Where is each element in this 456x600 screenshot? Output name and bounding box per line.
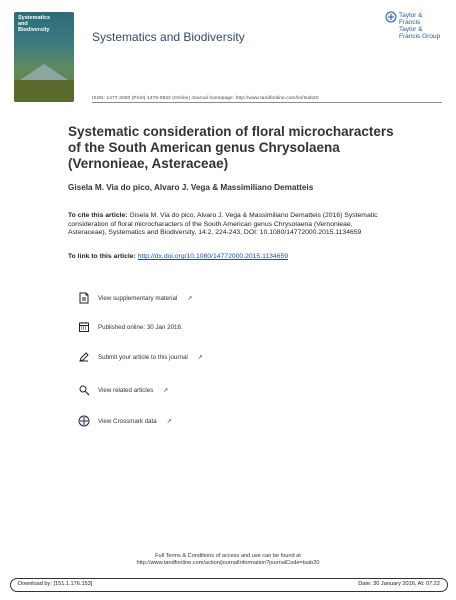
download-date: Date: 30 January 2016, At: 07:22 (358, 581, 440, 587)
external-link-icon: ↗ (197, 354, 203, 361)
issn-homepage-line: ISSN: 1477-2000 (Print) 1478-0933 (Online) Journal homepage: http://www.tandfonline.com/loi/tsab20 (92, 96, 319, 101)
external-link-icon: ↗ (163, 387, 169, 394)
citation-label: To cite this article: (68, 212, 128, 219)
citation-text: Gisela M. Via do pico, Alvaro J. Vega & Massimiliano Dematteis (2016) Systematic consideration of floral microcharacters of the South American genus Chrysolaena (Vernonieae, Asteraceae), Systematics and Biodiversity, 14:2, 224-243, DOI: 10.1080/14772000.2015.1134659 (68, 212, 378, 237)
cover-title-line-2: and (18, 21, 28, 27)
action-label-submit[interactable]: Submit your article to this journal (98, 353, 188, 361)
publisher-name: Taylor & Francis (399, 12, 423, 26)
terms-note (128, 553, 328, 567)
publisher-logo (385, 10, 441, 40)
action-view-supplementary[interactable] (78, 291, 192, 305)
cover-title-line-1: Systematics (18, 15, 51, 21)
calendar-icon (78, 321, 90, 333)
download-by: Download by: [151.1.176.153] (18, 581, 93, 587)
external-link-icon: ↗ (166, 418, 172, 425)
action-label-related[interactable]: View related articles (98, 386, 154, 394)
cover-title (18, 15, 72, 33)
action-label-supplementary[interactable]: View supplementary material (98, 294, 178, 302)
published-date: Published online: 30 Jan 2016. (98, 323, 183, 331)
magnifier-icon (78, 384, 90, 396)
article-link-block (68, 253, 288, 260)
publisher-logo-icon (385, 11, 397, 23)
action-label-crossmark[interactable]: View Crossmark data (98, 417, 157, 425)
cover-title-line-3: Biodiversity (18, 27, 50, 33)
terms-link[interactable]: http://www.tandfonline.com/action/journalInformation?journalCode=tsab20 (136, 560, 320, 566)
article-title: Systematic consideration of floral microcharacters of the South American genus Chrysolaena (Vernonieae, Asteraceae) (68, 124, 394, 171)
cover-landscape (14, 80, 74, 102)
journal-cover-image (14, 12, 74, 102)
publisher-logo-text (399, 12, 443, 40)
article-authors: Gisela M. Via do pico, Alvaro J. Vega & Massimiliano Dematteis (68, 183, 314, 192)
crossmark-icon (78, 415, 90, 427)
file-icon (78, 292, 90, 304)
journal-title: Systematics and Biodiversity (92, 30, 245, 44)
article-link-label: To link to this article: (68, 253, 136, 260)
publisher-group: Taylor & Francis Group (399, 26, 441, 40)
action-related-articles[interactable] (78, 383, 168, 397)
action-published-online (78, 320, 183, 334)
citation-block (68, 212, 388, 238)
terms-line-1: Full Terms & Conditions of access and use can be found at (155, 553, 301, 559)
edit-icon (78, 351, 90, 363)
header-divider (92, 102, 442, 103)
action-crossmark-data[interactable] (78, 414, 172, 428)
action-submit-article[interactable] (78, 350, 203, 364)
external-link-icon: ↗ (187, 295, 193, 302)
download-info-bar (10, 578, 448, 592)
article-doi-link[interactable]: http://dx.doi.org/10.1080/14772000.2015.1134659 (137, 253, 289, 260)
